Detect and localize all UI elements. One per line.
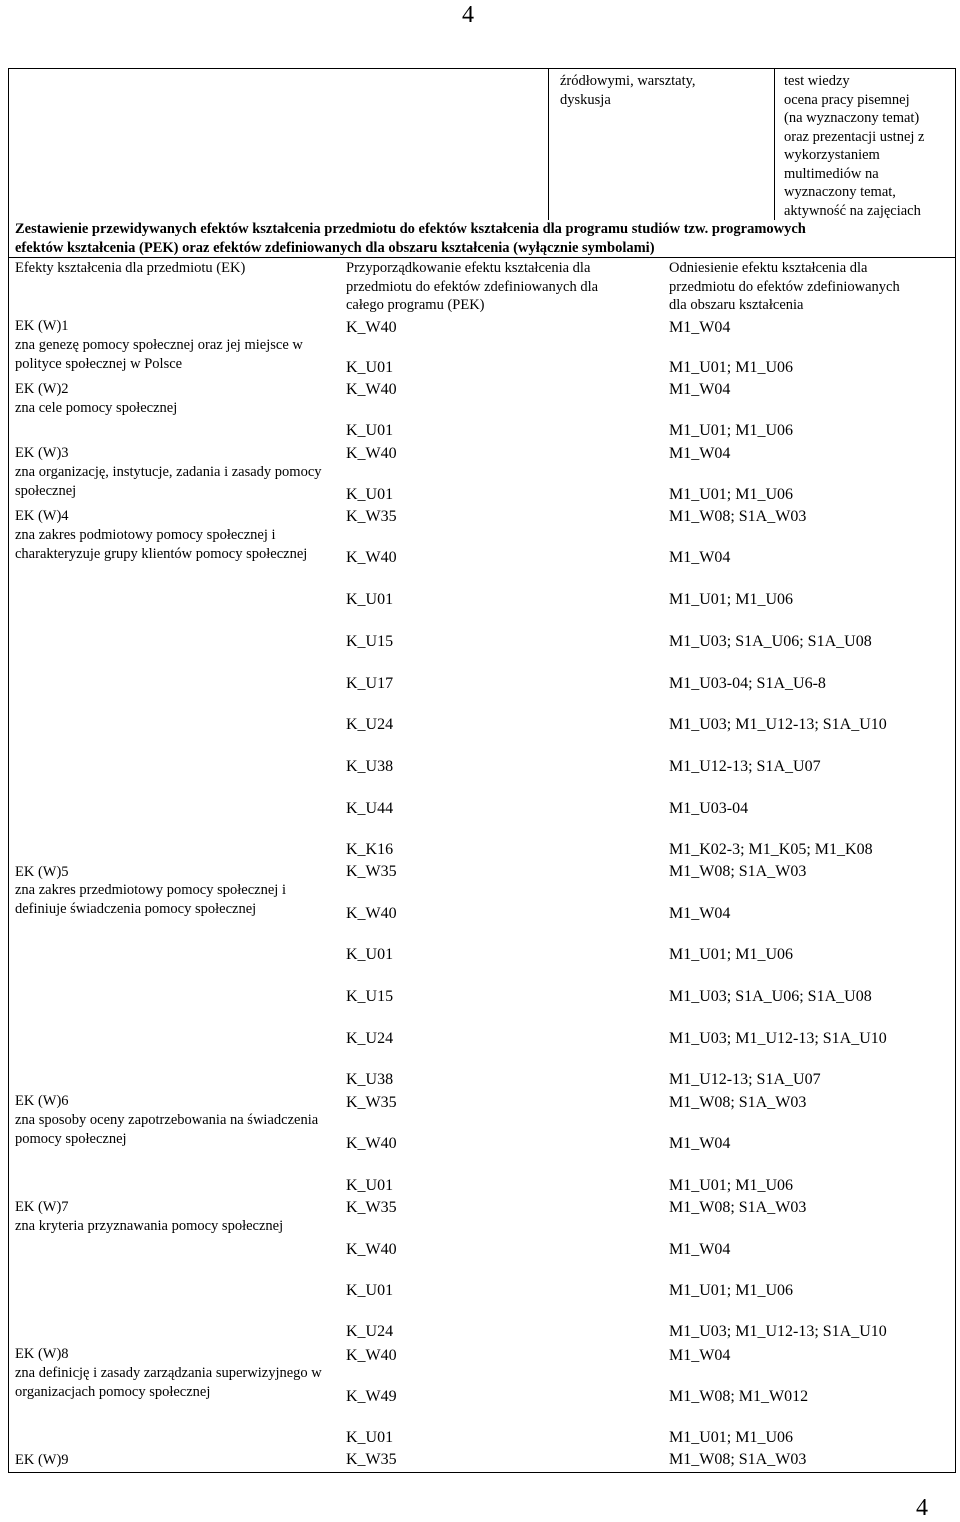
pek-code: K_U15 xyxy=(346,988,394,1005)
pek-code: K_U44 xyxy=(346,800,394,817)
ek-w8-id: EK (W)8 xyxy=(15,1346,69,1362)
teaching-methods-cell: źródłowymi, warsztaty, dyskusja xyxy=(560,73,696,108)
pek-code: K_U01 xyxy=(346,591,394,608)
page-number-top: 4 xyxy=(462,2,474,28)
area-code: M1_W04 xyxy=(669,905,731,922)
area-code: M1_W04 xyxy=(669,445,731,462)
area-code: M1_U01; M1_U06 xyxy=(669,1177,794,1194)
area-code: M1_W04 xyxy=(669,1241,731,1258)
ek-w1-id: EK (W)1 xyxy=(15,318,69,334)
pek-code: K_W40 xyxy=(346,1241,397,1258)
area-code: M1_W04 xyxy=(669,549,731,566)
column-header-ek: Efekty kształcenia dla przedmiotu (EK) xyxy=(15,260,246,276)
column-header-pek: Przyporządkowanie efektu kształcenia dla przedmiotu do efektów zdefiniowanych dla całego programu (PEK) xyxy=(346,260,599,313)
area-code: M1_K02-3; M1_K05; M1_K08 xyxy=(669,841,873,858)
ek-w4-id: EK (W)4 xyxy=(15,508,69,524)
area-code: M1_U12-13; S1A_U07 xyxy=(669,1071,821,1088)
pek-code: K_U01 xyxy=(346,1429,394,1446)
pek-code: K_U01 xyxy=(346,1177,394,1194)
ek-w7-id: EK (W)7 xyxy=(15,1199,69,1215)
divider xyxy=(774,68,775,220)
pek-code: K_W40 xyxy=(346,549,397,566)
area-code: M1_W08; S1A_W03 xyxy=(669,1094,807,1111)
area-code: M1_W04 xyxy=(669,319,731,336)
pek-code: K_U17 xyxy=(346,675,394,692)
ek-w6-description: zna sposoby oceny zapotrzebowania na świadczenia pomocy społecznej xyxy=(15,1112,319,1147)
pek-code: K_W35 xyxy=(346,1451,397,1468)
area-code: M1_U03; M1_U12-13; S1A_U10 xyxy=(669,1030,887,1047)
area-code: M1_U03-04; S1A_U6-8 xyxy=(669,675,826,692)
area-code: M1_U03; M1_U12-13; S1A_U10 xyxy=(669,716,887,733)
ek-w2-description: zna cele pomocy społecznej xyxy=(15,400,178,416)
ek-w1-description: zna genezę pomocy społecznej oraz jej miejsce w polityce społecznej w Polsce xyxy=(15,337,303,372)
ek-w6-id: EK (W)6 xyxy=(15,1093,69,1109)
area-code: M1_U01; M1_U06 xyxy=(669,1429,794,1446)
area-code: M1_U01; M1_U06 xyxy=(669,422,794,439)
area-code: M1_U01; M1_U06 xyxy=(669,1282,794,1299)
area-code: M1_U03; M1_U12-13; S1A_U10 xyxy=(669,1323,887,1340)
area-code: M1_W08; M1_W012 xyxy=(669,1388,809,1405)
ek-w2-id: EK (W)2 xyxy=(15,381,69,397)
pek-code: K_U01 xyxy=(346,946,394,963)
pek-code: K_U15 xyxy=(346,633,394,650)
ek-w8-description: zna definicję i zasady zarządzania superwizyjnego w organizacjach pomocy społecznej xyxy=(15,1365,322,1400)
ek-w5-description: zna zakres przedmiotowy pomocy społecznej i definiuje świadczenia pomocy społecznej xyxy=(15,882,286,917)
area-code: M1_U03; S1A_U06; S1A_U08 xyxy=(669,633,872,650)
pek-code: K_W40 xyxy=(346,1347,397,1364)
area-code: M1_U03-04 xyxy=(669,800,749,817)
pek-code: K_U24 xyxy=(346,1323,394,1340)
pek-code: K_U01 xyxy=(346,1282,394,1299)
area-code: M1_W04 xyxy=(669,381,731,398)
area-code: M1_U01; M1_U06 xyxy=(669,591,794,608)
area-code: M1_U01; M1_U06 xyxy=(669,359,794,376)
section-title-line2: efektów kształcenia (PEK) oraz efektów zdefiniowanych dla obszaru kształcenia (wyłącznie symbolami) xyxy=(15,240,655,256)
ek-w5-id: EK (W)5 xyxy=(15,864,69,880)
pek-code: K_W35 xyxy=(346,863,397,880)
area-code: M1_W08; S1A_W03 xyxy=(669,1199,807,1216)
area-code: M1_U01; M1_U06 xyxy=(669,486,794,503)
divider xyxy=(8,257,956,258)
pek-code: K_U38 xyxy=(346,758,394,775)
pek-code: K_U38 xyxy=(346,1071,394,1088)
pek-code: K_U01 xyxy=(346,486,394,503)
pek-code: K_W49 xyxy=(346,1388,397,1405)
area-code: M1_U03; S1A_U06; S1A_U08 xyxy=(669,988,872,1005)
pek-code: K_W35 xyxy=(346,1094,397,1111)
area-code: M1_U01; M1_U06 xyxy=(669,946,794,963)
pek-code: K_W40 xyxy=(346,445,397,462)
ek-w7-description: zna kryteria przyznawania pomocy społecznej xyxy=(15,1218,284,1234)
pek-code: K_W35 xyxy=(346,508,397,525)
section-title: Zestawienie przewidywanych efektów kształcenia przedmiotu do efektów kształcenia dla programu studiów tzw. programowych xyxy=(15,221,806,237)
pek-code: K_U01 xyxy=(346,422,394,439)
pek-code: K_U24 xyxy=(346,1030,394,1047)
column-header-area: Odniesienie efektu kształcenia dla przedmiotu do efektów zdefiniowanych dla obszaru kształcenia xyxy=(669,260,900,313)
area-code: M1_W08; S1A_W03 xyxy=(669,863,807,880)
area-code: M1_U12-13; S1A_U07 xyxy=(669,758,821,775)
pek-code: K_U24 xyxy=(346,716,394,733)
pek-code: K_W35 xyxy=(346,1199,397,1216)
pek-code: K_W40 xyxy=(346,319,397,336)
area-code: M1_W04 xyxy=(669,1347,731,1364)
pek-code: K_W40 xyxy=(346,1135,397,1152)
area-code: M1_W08; S1A_W03 xyxy=(669,1451,807,1468)
ek-w3-description: zna organizację, instytucje, zadania i zasady pomocy społecznej xyxy=(15,464,322,499)
ek-w3-id: EK (W)3 xyxy=(15,445,69,461)
pek-code: K_U01 xyxy=(346,359,394,376)
pek-code: K_W40 xyxy=(346,381,397,398)
area-code: M1_W04 xyxy=(669,1135,731,1152)
ek-w4-description: zna zakres podmiotowy pomocy społecznej i charakteryzuje grupy klientów pomocy społecznej xyxy=(15,527,308,562)
divider xyxy=(548,68,549,220)
assessment-methods-cell: test wiedzy ocena pracy pisemnej (na wyznaczony temat) oraz prezentacji ustnej z wykorzystaniem multimediów na wyznaczony temat, aktywność na zajęciach xyxy=(784,73,925,219)
pek-code: K_W40 xyxy=(346,905,397,922)
page-number-bottom: 4 xyxy=(916,1495,928,1521)
ek-w9-id: EK (W)9 xyxy=(15,1452,69,1468)
pek-code: K_K16 xyxy=(346,841,394,858)
area-code: M1_W08; S1A_W03 xyxy=(669,508,807,525)
